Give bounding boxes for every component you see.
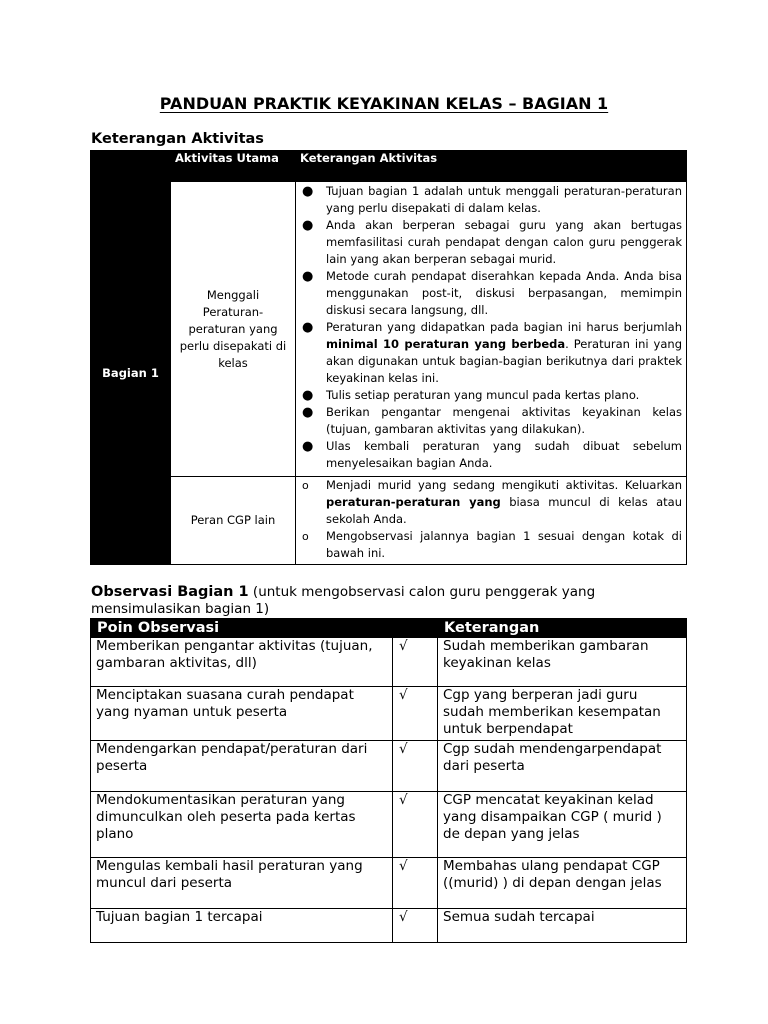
table-row [91,909,687,943]
table-row [91,741,687,792]
table-row [91,792,687,858]
list-item: ● Anda akan berperan sebagai guru yang akan bertugas memfasilitasi curah pendapat dengan calon guru penggerak lain yang akan berperan sebagai murid. [302,218,682,266]
list-item: ● Berikan pengantar mengenai aktivitas keyakinan kelas (tujuan, gambaran aktivitas yang dilakukan). [302,405,682,436]
header-cell-empty [91,151,171,182]
check-icon: √ [393,792,438,858]
header-cell-description: Keterangan Aktivitas [296,151,687,182]
list-item: ● Metode curah pendapat diserahkan kepada Anda. Anda bisa menggunakan post-it, diskusi berpasangan, memimpin diskusi secara langsung, dll. [302,269,682,317]
circle-bullet-icon: o [302,479,309,492]
bullet-icon: ● [302,269,314,284]
page-title: PANDUAN PRAKTIK KEYAKINAN KELAS – BAGIAN 1 [159,94,609,113]
list-item: ● Tujuan bagian 1 adalah untuk menggali peraturan-peraturan yang perlu disepakati di dalam kelas. [302,184,682,215]
row-label: Bagian 1 [91,182,171,565]
note-cell: CGP mencatat keyakinan kelad yang disampaikan CGP ( murid ) de depan yang jelas [438,792,687,858]
circle-bullet-icon: o [302,530,309,543]
table-row [91,687,687,741]
list-item: ● Tulis setiap peraturan yang muncul pada kertas plano. [302,388,640,403]
bullet-icon: ● [302,320,314,335]
point-cell: Mengulas kembali hasil peraturan yang muncul dari peserta [91,858,393,909]
bullet-icon: ● [302,388,314,403]
check-icon: √ [393,638,438,687]
check-icon: √ [393,909,438,943]
list-item: o Mengobservasi jalannya bagian 1 sesuai dengan kotak di bawah ini. [302,529,682,560]
bullet-icon: ● [302,439,314,454]
point-cell: Mendengarkan pendapat/peraturan dari peserta [91,741,393,792]
table-row [91,638,687,687]
section2-heading: Observasi Bagian 1 (untuk mengobservasi calon guru penggerak yang mensimulasikan bagian 1) [91,584,596,617]
activity-table [90,150,687,565]
point-cell: Menciptakan suasana curah pendapat yang nyaman untuk peserta [91,687,393,741]
activity-cell: Menggali Peraturan-peraturan yang perlu disepakati di kelas [171,182,296,477]
check-icon: √ [393,687,438,741]
activity-cell: Peran CGP lain [171,477,296,565]
activity-row-role [91,477,687,565]
note-cell: Semua sudah tercapai [438,909,687,943]
list-item: ● Ulas kembali peraturan yang sudah dibuat sebelum menyelesaikan bagian Anda. [302,439,682,470]
header-cell-check [393,619,438,638]
note-cell: Cgp yang berperan jadi guru sudah memberikan kesempatan untuk berpendapat [438,687,687,741]
note-cell: Sudah memberikan gambaran keyakinan kelas [438,638,687,687]
list-item: o Menjadi murid yang sedang mengikuti aktivitas. Keluarkan peraturan-peraturan yang biasa muncul di kelas atau sekolah Anda. [302,478,683,526]
activity-table-header [91,151,687,182]
table-row [91,858,687,909]
check-icon: √ [393,858,438,909]
header-cell-point: Poin Observasi [91,619,393,638]
list-item: ● Peraturan yang didapatkan pada bagian ini harus berjumlah minimal 10 peraturan yang berbeda. Peraturan ini yang akan digunakan untuk bagian-bagian berikutnya dari praktek keyakinan kelas ini. [302,320,682,385]
observation-table-header [91,619,687,638]
bullet-icon: ● [302,405,314,420]
observation-table [90,618,687,943]
note-cell: Membahas ulang pendapat CGP ((murid) ) di depan dengan jelas [438,858,687,909]
section1-heading: Keterangan Aktivitas [91,131,264,147]
point-cell: Mendokumentasikan peraturan yang dimunculkan oleh peserta pada kertas plano [91,792,393,858]
header-cell-note: Keterangan [438,619,687,638]
bullet-icon: ● [302,218,314,233]
bullet-list [300,183,682,472]
point-cell: Memberikan pengantar aktivitas (tujuan, gambaran aktivitas, dll) [91,638,393,687]
note-cell: Cgp sudah mendengarpendapat dari peserta [438,741,687,792]
activity-row-main [91,182,687,477]
check-icon: √ [393,741,438,792]
point-cell: Tujuan bagian 1 tercapai [91,909,393,943]
bullet-icon: ● [302,184,314,199]
description-cell [296,182,687,477]
bullet-list [300,477,682,562]
description-cell [296,477,687,565]
header-cell-activity: Aktivitas Utama [171,151,296,182]
